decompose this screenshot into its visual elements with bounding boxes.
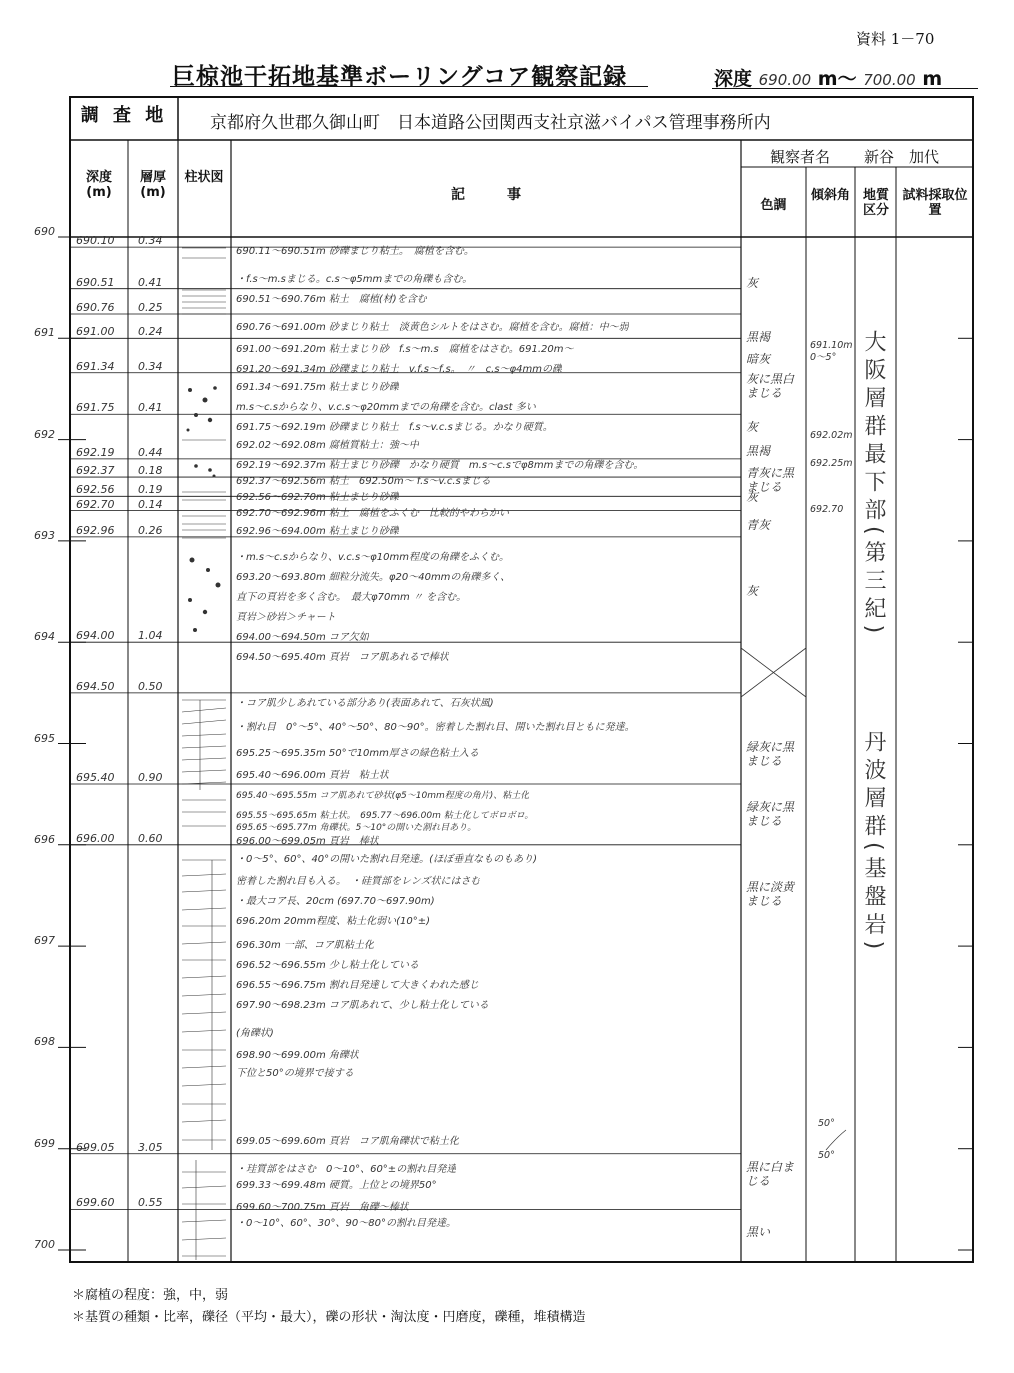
layer-thickness: 0.26 (138, 523, 163, 537)
color-entry: 青灰に黒まじる (746, 466, 795, 494)
color-entry: 黒に淡黄まじる (746, 880, 795, 908)
note-line: 692.70〜692.96m 粘土 腐植をふくむ 比較的やわらかい (236, 508, 509, 519)
note-line: ・割れ目 0°〜5°、40°〜50°、80〜90°。密着した割れ目、開いた割れ目ともに発達。 (236, 722, 635, 733)
layer-depth: 694.00 (76, 629, 115, 643)
note-line: 690.51〜690.76m 粘土 腐植(材)を含む (236, 294, 427, 305)
depth-unit-from: m〜 (817, 68, 857, 90)
dip-entry: 692.02m (810, 430, 853, 441)
layer-thickness: 0.60 (138, 831, 163, 845)
layer-thickness: 0.24 (138, 325, 163, 339)
color-entry: 灰に黒白まじる (746, 372, 795, 400)
note-line: 695.55〜695.65m 粘土状。 695.77〜696.00m 粘土化してボロボロ。 (236, 811, 534, 821)
dip-entry: 50° (818, 1118, 835, 1129)
note-line: 692.19〜692.37m 粘土まじり砂礫 かなり硬質 m.s〜c.sでφ8mmまでの角礫を含む。 (236, 460, 644, 471)
note-line: 696.52〜696.55m 少し粘土化している (236, 960, 419, 971)
layer-thickness: 0.18 (138, 464, 163, 478)
layer-thickness: 0.34 (138, 234, 163, 248)
color-entry: 緑灰に黒まじる (746, 800, 795, 828)
dip-entry: 691.10m 0〜5° (810, 340, 853, 363)
footnotes (72, 1285, 586, 1329)
layer-thickness: 0.90 (138, 771, 163, 785)
layer-depth: 692.56 (76, 483, 115, 497)
layer-thickness: 0.25 (138, 300, 163, 314)
layer-thickness: 0.55 (138, 1196, 163, 1210)
note-line: ・m.s〜c.sからなり、v.c.s〜φ10mm程度の角礫をふくむ。 (236, 552, 509, 563)
header-depth: 深度(m) (85, 170, 112, 200)
note-line: 698.90〜699.00m 角礫状 (236, 1050, 359, 1061)
depth-tick-label: 695 (34, 731, 55, 745)
note-line: 695.65〜695.77m 角礫状。5〜10°の開いた割れ目あり。 (236, 823, 477, 833)
color-entry: 黒褐 (746, 330, 771, 344)
color-entry: 黒い (746, 1225, 771, 1239)
note-line: 695.25〜695.35m 50°で10mm厚さの緑色粘土入る (236, 748, 479, 759)
depth-tick-label: 691 (34, 326, 55, 340)
depth-label: 深度 (714, 68, 753, 90)
layer-depth: 692.70 (76, 497, 115, 511)
note-line: 694.00〜694.50m コア欠如 (236, 632, 369, 643)
depth-tick-label: 699 (34, 1136, 55, 1150)
color-entry: 緑灰に黒まじる (746, 740, 795, 768)
note-line: 692.96〜694.00m 粘土まじり砂礫 (236, 526, 399, 537)
layer-thickness: 0.41 (138, 275, 163, 289)
footnote-humus: ＊腐植の程度：強，中，弱 (72, 1288, 229, 1303)
depth-tick-label: 692 (34, 427, 55, 441)
document-number: 資料 1－70 (856, 30, 935, 48)
layer-depth: 691.75 (76, 401, 115, 415)
depth-unit-to: m (922, 68, 943, 90)
observer-label: 観察者名 (770, 148, 831, 166)
color-entry: 灰 (746, 490, 759, 504)
note-line: ・珪質部をはさむ 0〜10°、60°±の割れ目発達 (236, 1164, 457, 1175)
note-line: 691.00〜691.20m 粘土まじり砂 f.s〜m.s 腐植をはさむ。691.20m〜 (236, 344, 574, 355)
layer-thickness: 0.14 (138, 497, 163, 511)
layer-depth: 699.60 (76, 1196, 115, 1210)
layer-depth: 695.40 (76, 771, 115, 785)
note-line: 699.60〜700.75m 頁岩 角礫〜棒状 (236, 1202, 409, 1213)
unit-tamba: 丹波層群(基盤岩) (861, 730, 886, 956)
dip-entry: 692.70 (810, 504, 844, 515)
note-line: 密着した割れ目も入る。 ・硅質部をレンズ状にはさむ (236, 876, 481, 887)
note-line: 697.90〜698.23m コア肌あれて、少し粘土化している (236, 1000, 489, 1011)
note-line: 690.76〜691.00m 砂まじり粘土 淡黄色シルトをはさむ。腐植を含む。腐植：中〜弱 (236, 322, 629, 333)
layer-thickness: 0.19 (138, 483, 163, 497)
color-entry: 黒褐 (746, 444, 771, 458)
survey-site-label: 調 査 地 (80, 105, 168, 126)
depth-tick-label: 696 (34, 832, 55, 846)
note-line: 頁岩＞砂岩＞チャート (236, 612, 336, 623)
layer-depth: 694.50 (76, 679, 115, 693)
dip-entry: 50° (818, 1150, 835, 1161)
layer-depth: 692.37 (76, 464, 115, 478)
color-entry: 灰 (746, 276, 759, 290)
layer-thickness: 3.05 (138, 1140, 163, 1154)
color-entry: 暗灰 (746, 352, 771, 366)
note-line: m.s〜c.sからなり、v.c.s〜φ20mmまでの角礫を含む。clast 多い (236, 402, 536, 413)
layer-thickness: 1.04 (138, 629, 163, 643)
depth-tick-label: 694 (34, 630, 55, 644)
note-line: 692.56〜692.70m 粘土まじり砂礫 (236, 492, 399, 503)
layer-thickness: 0.34 (138, 359, 163, 373)
depth-from: 690.00 (758, 71, 812, 89)
header-sample: 試料採取位置 (902, 188, 968, 218)
header-notes: 記 事 (451, 187, 521, 203)
layer-thickness: 0.44 (138, 445, 163, 459)
depth-tick-label: 697 (34, 934, 55, 948)
layer-depth: 691.00 (76, 325, 115, 339)
note-line: ・コア肌少しあれている部分あり(表面あれて、石灰状風) (236, 698, 494, 709)
color-entry: 灰 (746, 584, 759, 598)
header-column: 柱状図 (184, 170, 224, 185)
depth-tick-label: 698 (34, 1035, 55, 1049)
header-color: 色調 (760, 198, 787, 213)
layer-thickness: 0.50 (138, 679, 163, 693)
note-line: 696.20m 20mm程度、粘土化弱い(10°±) (236, 916, 431, 927)
layer-depth: 699.05 (76, 1140, 115, 1154)
note-line: 691.75〜692.19m 砂礫まじり粘土 f.s〜v.c.sまじる。かなり硬質。 (236, 422, 553, 433)
note-line: 699.05〜699.60m 頁岩 コア肌角礫状で粘土化 (236, 1136, 459, 1147)
note-line: 690.11〜690.51m 砂礫まじり粘土。 腐植を含む。 (236, 246, 474, 257)
note-line: 699.33〜699.48m 硬質。上位との境界50° (236, 1180, 437, 1191)
footnote-matrix: ＊基質の種類・比率，礫径（平均・最大），礫の形状・淘汰度・円磨度，礫種，堆積構造 (72, 1310, 586, 1325)
note-line: ・f.s〜m.sまじる。c.s〜φ5mmまでの角礫も含む。 (236, 274, 473, 285)
layer-depth: 692.19 (76, 445, 115, 459)
layer-depth: 690.51 (76, 275, 115, 289)
depth-to: 700.00 (863, 71, 916, 89)
observer-name: 新谷 加代 (864, 148, 940, 166)
depth-tick-label: 690 (34, 225, 55, 238)
note-line: 696.55〜696.75m 割れ目発達して大きくわれた感じ (236, 980, 479, 991)
depth-tick-label: 700 (34, 1238, 55, 1251)
depth-tick-label: 693 (34, 528, 55, 542)
layer-depth: 690.10 (76, 234, 115, 248)
note-line: (角礫状) (236, 1028, 274, 1039)
note-line: 693.20〜693.80m 細粒分流失。φ20〜40mmの角礫多く、 (236, 572, 511, 583)
color-entry: 灰 (746, 420, 759, 434)
note-line: 下位と50°の境界で接する (236, 1068, 354, 1079)
note-line: 692.37〜692.56m 粘土 692.50m〜 f.s〜v.c.sまじる (236, 476, 491, 487)
unit-osaka: 大阪層群最下部(第三紀) (861, 330, 886, 640)
layer-depth: 691.34 (76, 359, 115, 373)
note-line: 692.02〜692.08m 腐植質粘土：強〜中 (236, 440, 419, 451)
layer-thickness: 0.41 (138, 401, 163, 415)
note-line: 696.00〜699.05m 頁岩 棒状 (236, 836, 379, 847)
layer-depth: 690.76 (76, 300, 115, 314)
note-line: 691.34〜691.75m 粘土まじり砂礫 (236, 382, 399, 393)
note-line: 696.30m 一部、コア肌粘土化 (236, 940, 374, 951)
color-entry: 黒に白まじる (746, 1160, 795, 1188)
header-thickness: 層厚(m) (139, 170, 166, 200)
header-unit: 地質区分 (862, 188, 889, 218)
note-line: ・0〜10°、60°、30°、90〜80°の割れ目発達。 (236, 1218, 456, 1229)
note-line: 695.40〜695.55m コア肌あれて砂状(φ5〜10mm程度の角片)、粘土化 (236, 791, 530, 801)
note-line: 691.20〜691.34m 砂礫まじり粘土 v.f.s〜f.s。 〃 c.s〜φ4mmの礫 (236, 364, 562, 375)
note-line: 直下の頁岩を多く含む。 最大φ70mm 〃 を含む。 (236, 592, 467, 603)
note-line: 694.50〜695.40m 頁岩 コア肌あれるで棒状 (236, 652, 449, 663)
survey-site: 京都府久世郡久御山町 日本道路公団関西支社京滋バイパス管理事務所内 (210, 113, 771, 133)
header-dip: 傾斜角 (810, 188, 850, 203)
page-title: 巨椋池干拓地基準ボーリングコア観察記録 (172, 64, 628, 90)
note-line: ・0〜5°、60°、40°の開いた割れ目発達。(ほぼ垂直なものもあり) (236, 854, 537, 865)
note-line: 695.40〜696.00m 頁岩 粘土状 (236, 770, 389, 781)
note-line: ・最大コア長、20cm (697.70〜697.90m) (236, 896, 435, 907)
layer-depth: 696.00 (76, 831, 115, 845)
layer-depth: 692.96 (76, 523, 115, 537)
color-entry: 青灰 (746, 518, 771, 532)
dip-entry: 692.25m (810, 458, 853, 469)
